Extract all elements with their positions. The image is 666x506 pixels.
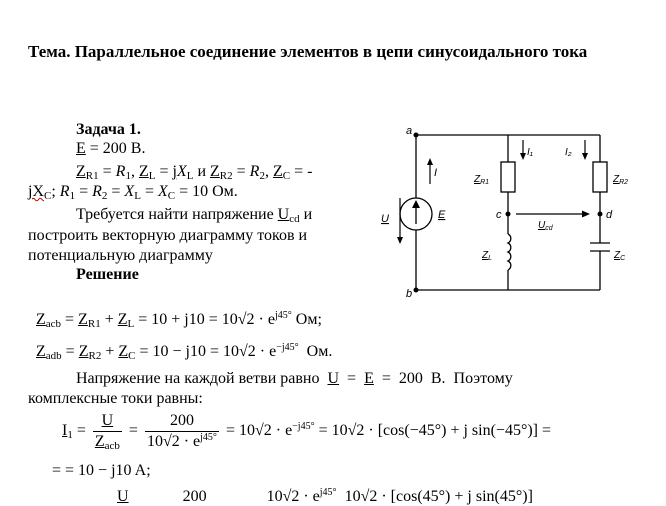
ucd-label: $U_{cd}$ — [538, 220, 553, 232]
resistor-zr1-icon — [501, 162, 515, 192]
branch-voltage-line2: комплексные токи равны: — [28, 390, 203, 407]
zr1-label: $Z_{R1}$ — [474, 174, 490, 186]
resistor-zr2-icon — [593, 162, 607, 192]
zr2-label: $Z_{R2}$ — [613, 174, 629, 186]
equation-z-adb: $Z_{adb} = Z_{R2} + Z_C = 10 - j10 = 10√2 \cdot e^{-j45^\circ}$ Ом. — [36, 342, 333, 362]
emf-e-label: E — [438, 209, 446, 221]
current-i2-arrow-icon — [582, 140, 588, 160]
node-b-dot — [414, 288, 419, 293]
node-c-label: c — [496, 209, 502, 221]
node-a-label: a — [406, 125, 413, 137]
current-i-label: I — [434, 167, 438, 179]
node-c-dot — [506, 212, 511, 217]
node-d-label: d — [606, 209, 613, 221]
given-impedances-line2: $jX_C$; $R_1 = R_2 = X_L = X_C = 10$ Ом. — [28, 183, 238, 202]
page-title: Тема. Параллельное соединение элементов в цепи синусоидального тока — [28, 42, 588, 61]
solution-heading: Решение — [76, 266, 139, 283]
requirement-line2: построить векторную диаграмму токов и — [28, 227, 308, 244]
node-d-dot — [598, 212, 603, 217]
current-i1-label: I₁ — [527, 147, 533, 158]
inductor-zl-icon — [508, 234, 511, 270]
voltage-u-label: U — [381, 213, 389, 225]
requirement-line1: Требуется найти напряжение $U_{cd}$ и — [76, 206, 313, 225]
zl-label: $Z_L$ — [482, 250, 493, 262]
circuit-diagram — [370, 122, 655, 304]
branch-voltage-line1: Напряжение на каждой ветви равно U = E = 200 В. Поэтому — [76, 370, 513, 387]
equation-i1-result: = = 10 − j10 A; — [52, 462, 151, 479]
task-heading: Задача 1. — [76, 121, 141, 138]
equation-z-acb: $Z_{acb} = Z_{R1} + Z_L = 10 + j10 = 10√2 \cdot e^{j45^\circ}$ Ом; — [36, 310, 322, 330]
current-i-arrow-icon — [427, 158, 433, 184]
given-emf: E = 200 В. — [76, 140, 146, 157]
current-i1-arrow-icon — [520, 140, 526, 160]
current-i2-label: I₂ — [565, 147, 572, 158]
voltage-ucd-arrow-icon — [516, 211, 590, 218]
equation-current-i1: $I_1$ = $\frac{U}{Z_{acb}}$ = $\frac{200}{10√2 \cdot e^{j45^\circ}}$ = $10√2 \cdot e^{-j45^\circ} = 10√2 \cdot [\cos(-45^\circ) + j$ sin(−45°)] = — [62, 412, 552, 452]
given-impedances-line1: $Z_{R1} = R_1$, $Z_L = jX_L$ и $Z_{R2} = R_2$, $Z_C$ = - — [76, 163, 313, 182]
requirement-line3: потенциальную диаграмму — [28, 247, 213, 264]
capacitor-zc-icon — [590, 243, 610, 251]
equation-current-i2-partial: U 200 $10√2 \cdot e^{j45^\circ}$ 10√2 · [cos(45°) + j sin(45°)] — [117, 487, 533, 505]
node-b-label: b — [406, 288, 413, 300]
emf-source-icon — [400, 198, 432, 230]
node-a-dot — [414, 133, 419, 138]
zc-label: $Z_C$ — [614, 250, 626, 262]
